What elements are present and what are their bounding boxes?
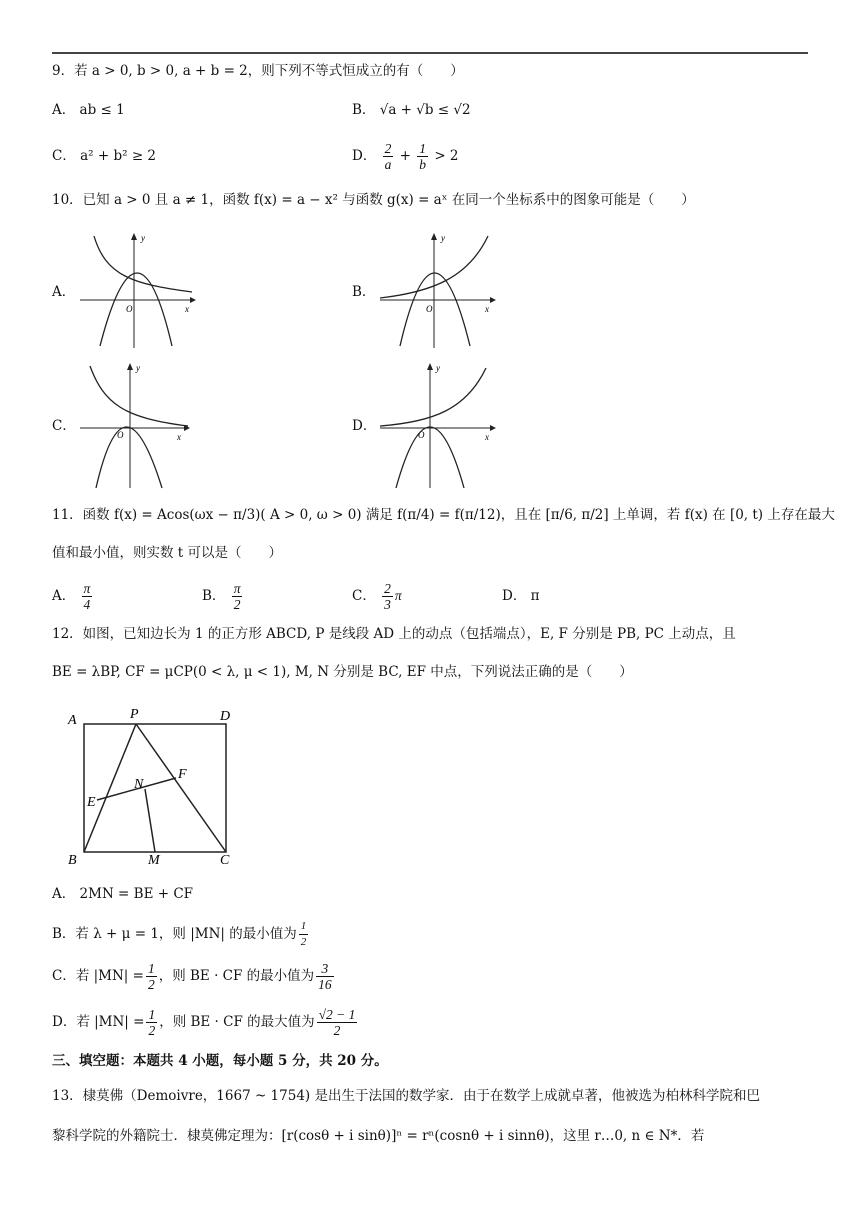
fig-label-d: D	[220, 709, 231, 724]
q11-c-label: C．	[352, 588, 376, 604]
q9-option-d	[352, 138, 459, 174]
q10-b-origin: O	[426, 304, 433, 314]
q12-b-den: 2	[300, 936, 307, 948]
q12-figure-square	[62, 700, 252, 872]
q12-d-text-1: D．若 |MN| =	[52, 1014, 145, 1030]
q11-b-label: B．	[202, 588, 226, 604]
q10-b-axis-x: x	[485, 304, 489, 314]
q10-graph-d	[372, 358, 502, 490]
q11-a-label: A．	[52, 588, 76, 604]
q11-c-num: 2	[384, 581, 391, 596]
fig-label-m: M	[148, 853, 160, 868]
section-3-heading: 三、填空题：本题共 4 小题，每小题 5 分，共 20 分。	[52, 1053, 388, 1069]
q12-d-fraction-1	[146, 1007, 157, 1038]
q11-stem-line-1: 11．函数 f(x) = Acos(ωx − π/3)( A > 0, ω > 0) 满足 f(π/4) = f(π/12)，且在 [π/6, π/2] 上单调，若 f(x) 在 [0, t) 上存在最大	[52, 507, 835, 523]
q12-c-fraction-1	[146, 961, 157, 992]
q10-c-axis-y: y	[136, 363, 140, 373]
fig-label-p: P	[130, 707, 139, 722]
q10-option-d-label: D．	[352, 418, 377, 434]
q11-a-num: π	[83, 581, 91, 596]
q12-option-b	[52, 916, 310, 952]
q9-d-fraction-1	[383, 141, 394, 172]
q9-d-fraction-2	[417, 141, 428, 172]
q12-option-a: A． 2MN = BE + CF	[52, 886, 194, 902]
q10-option-c-label: C．	[52, 418, 76, 434]
q10-a-origin: O	[126, 304, 133, 314]
q11-option-c	[352, 578, 402, 614]
q12-d-num2: √2 − 1	[318, 1007, 356, 1022]
top-rule	[52, 52, 808, 54]
fig-label-f: F	[178, 767, 187, 782]
q9-option-b: B． √a + √b ≤ √2	[352, 102, 471, 118]
q12-b-fraction	[299, 919, 309, 950]
q11-option-a	[52, 578, 94, 614]
q12-stem-line-2: BE = λBP, CF = μCP(0 < λ, μ < 1), M, N 分别是 BC, EF 中点，下列说法正确的是（ ）	[52, 664, 633, 680]
q9-option-a: A． ab ≤ 1	[52, 102, 125, 118]
q10-graph-c	[72, 358, 202, 490]
q12-d-fraction-2	[317, 1007, 358, 1038]
q12-stem-line-1: 12．如图，已知边长为 1 的正方形 ABCD, P 是线段 AD 上的动点（包括端点），E, F 分别是 PB, PC 上动点，且	[52, 626, 736, 642]
q12-c-num2: 3	[316, 961, 334, 977]
q12-c-den1: 2	[147, 977, 155, 992]
q11-c-fraction	[382, 581, 393, 612]
q9-d-frac1-den: a	[384, 157, 392, 172]
q10-d-axis-y: y	[436, 363, 440, 373]
q10-option-a-label: A．	[52, 284, 76, 300]
q12-c-fraction-2	[316, 961, 334, 992]
q11-c-den: 3	[384, 597, 391, 612]
q9-d-frac1-num: 2	[384, 141, 392, 156]
q11-option-b	[202, 578, 244, 614]
q9-d-frac2-num: 1	[419, 141, 427, 156]
q12-option-d	[52, 1002, 359, 1042]
q11-stem-line-2: 值和最小值，则实数 t 可以是（ ）	[52, 545, 283, 561]
q12-c-den2: 16	[318, 977, 332, 992]
q12-d-den2: 2	[333, 1023, 341, 1038]
q12-option-c	[52, 956, 336, 996]
q13-line-1: 13．棣莫佛（Demoivre，1667 ~ 1754) 是出生于法国的数学家．由于在数学上成就卓著，他被选为柏林科学院和巴	[52, 1088, 760, 1104]
q12-c-num1: 1	[147, 961, 155, 976]
q12-c-text-2: ，则 BE · CF 的最小值为	[158, 968, 315, 984]
q13-line-2: 黎科学院的外籍院士．棣莫佛定理为：[r(cosθ + i sinθ)]ⁿ = rⁿ(cosnθ + i sinnθ)，这里 r…0, n ∈ N*．若	[52, 1128, 705, 1144]
q10-c-origin: O	[117, 430, 124, 440]
q10-option-b-label: B．	[352, 284, 376, 300]
q12-b-num: 1	[299, 919, 309, 935]
q10-graph-b	[372, 228, 502, 350]
q11-option-d: D． π	[502, 588, 540, 604]
q10-a-axis-y: y	[141, 233, 145, 243]
q10-a-axis-x: x	[185, 304, 189, 314]
q10-c-axis-x: x	[177, 432, 181, 442]
q9-d-plus: +	[399, 148, 411, 164]
q9-d-frac2-den: b	[419, 157, 427, 172]
q12-d-text-2: ，则 BE · CF 的最大值为	[159, 1014, 315, 1030]
q11-b-den: 2	[233, 597, 241, 612]
fig-label-n: N	[134, 777, 144, 792]
q11-b-num: π	[233, 581, 241, 596]
q12-b-text: B．若 λ + μ = 1，则 |MN| 的最小值为	[52, 926, 297, 942]
q11-a-den: 4	[83, 597, 91, 612]
q9-d-suffix: > 2	[434, 148, 459, 164]
fig-label-e: E	[87, 795, 96, 810]
q10-b-axis-y: y	[441, 233, 445, 243]
q10-d-axis-x: x	[485, 432, 489, 442]
fig-label-c: C	[220, 853, 230, 868]
q12-d-den1: 2	[148, 1023, 156, 1038]
fig-label-b: B	[68, 853, 77, 868]
q11-b-fraction	[232, 581, 243, 612]
q9-option-c: C． a² + b² ≥ 2	[52, 148, 157, 164]
q11-a-fraction	[82, 581, 93, 612]
q9-option-d-prefix: D．	[352, 148, 377, 164]
q12-c-text-1: C．若 |MN| =	[52, 968, 144, 984]
q9-stem: 9．若 a > 0, b > 0, a + b = 2，则下列不等式恒成立的有（ ）	[52, 63, 464, 79]
q10-stem: 10．已知 a > 0 且 a ≠ 1，函数 f(x) = a − x² 与函数 g(x) = aˣ 在同一个坐标系中的图象可能是（ ）	[52, 192, 695, 208]
fig-label-a: A	[68, 713, 77, 728]
q10-graph-a	[72, 228, 202, 350]
q10-d-origin: O	[418, 430, 425, 440]
q11-c-tail: π	[394, 588, 402, 603]
q12-d-num1: 1	[148, 1007, 156, 1022]
